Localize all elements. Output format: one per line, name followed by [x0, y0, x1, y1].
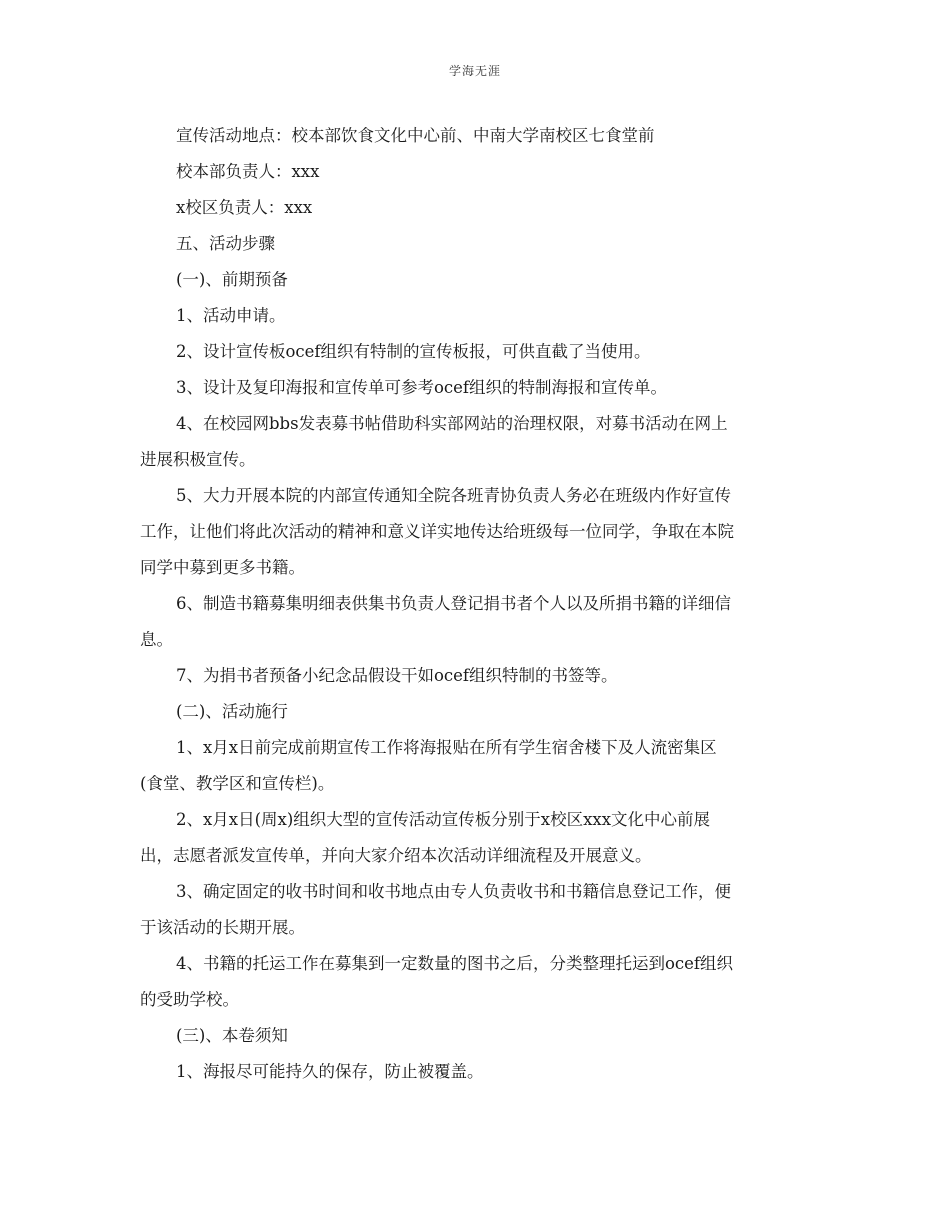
subsection-heading: (二)、活动施行 — [176, 702, 288, 721]
text-line: 出，志愿者派发宣传单，并向大家介绍本次活动详细流程及开展意义。 — [140, 846, 652, 865]
text-line: 4、书籍的托运工作在募集到一定数量的图书之后，分类整理托运到ocef组织 — [176, 954, 734, 973]
text-line: 4、在校园网bbs发表募书帖借助科实部网站的治理权限，对募书活动在网上 — [176, 414, 728, 433]
text-line: x校区负责人：xxx — [176, 198, 313, 217]
text-line: 于该活动的长期开展。 — [140, 918, 305, 937]
text-line: 校本部负责人：xxx — [176, 162, 320, 181]
subsection-heading: (三)、本卷须知 — [176, 1026, 288, 1045]
text-line: 宣传活动地点：校本部饮食文化中心前、中南大学南校区七食堂前 — [176, 126, 655, 145]
text-line: 2、x月x日(周x)组织大型的宣传活动宣传板分别于x校区xxx文化中心前展 — [176, 810, 711, 829]
subsection-heading: (一)、前期预备 — [176, 270, 288, 289]
document-body — [140, 118, 812, 1090]
text-line: 2、设计宣传板ocef组织有特制的宣传板报，可供直截了当使用。 — [176, 342, 651, 361]
text-line: 3、设计及复印海报和宣传单可参考ocef组织的特制海报和宣传单。 — [176, 378, 668, 397]
text-line: 1、海报尽可能持久的保存，防止被覆盖。 — [176, 1062, 484, 1081]
text-line: 1、活动申请。 — [176, 306, 286, 325]
text-line: (食堂、教学区和宣传栏)。 — [140, 774, 335, 793]
text-line: 工作，让他们将此次活动的精神和意义详实地传达给班级每一位同学，争取在本院 — [140, 522, 734, 541]
text-line: 1、x月x日前完成前期宣传工作将海报贴在所有学生宿舍楼下及人流密集区 — [176, 738, 717, 757]
section-heading: 五、活动步骤 — [176, 234, 275, 253]
text-line: 进展积极宣传。 — [140, 450, 256, 469]
text-line: 的受助学校。 — [140, 990, 239, 1009]
text-line: 5、大力开展本院的内部宣传通知全院各班青协负责人务必在班级内作好宣传 — [176, 486, 731, 505]
text-line: 同学中募到更多书籍。 — [140, 558, 305, 577]
text-line: 6、制造书籍募集明细表供集书负责人登记捐书者个人以及所捐书籍的详细信 — [176, 594, 731, 613]
text-line: 息。 — [140, 630, 173, 649]
text-line: 7、为捐书者预备小纪念品假设干如ocef组织特制的书签等。 — [176, 666, 618, 685]
text-line: 3、确定固定的收书时间和收书地点由专人负责收书和书籍信息登记工作，便 — [176, 882, 731, 901]
page-header: 学海无涯 — [448, 64, 501, 78]
